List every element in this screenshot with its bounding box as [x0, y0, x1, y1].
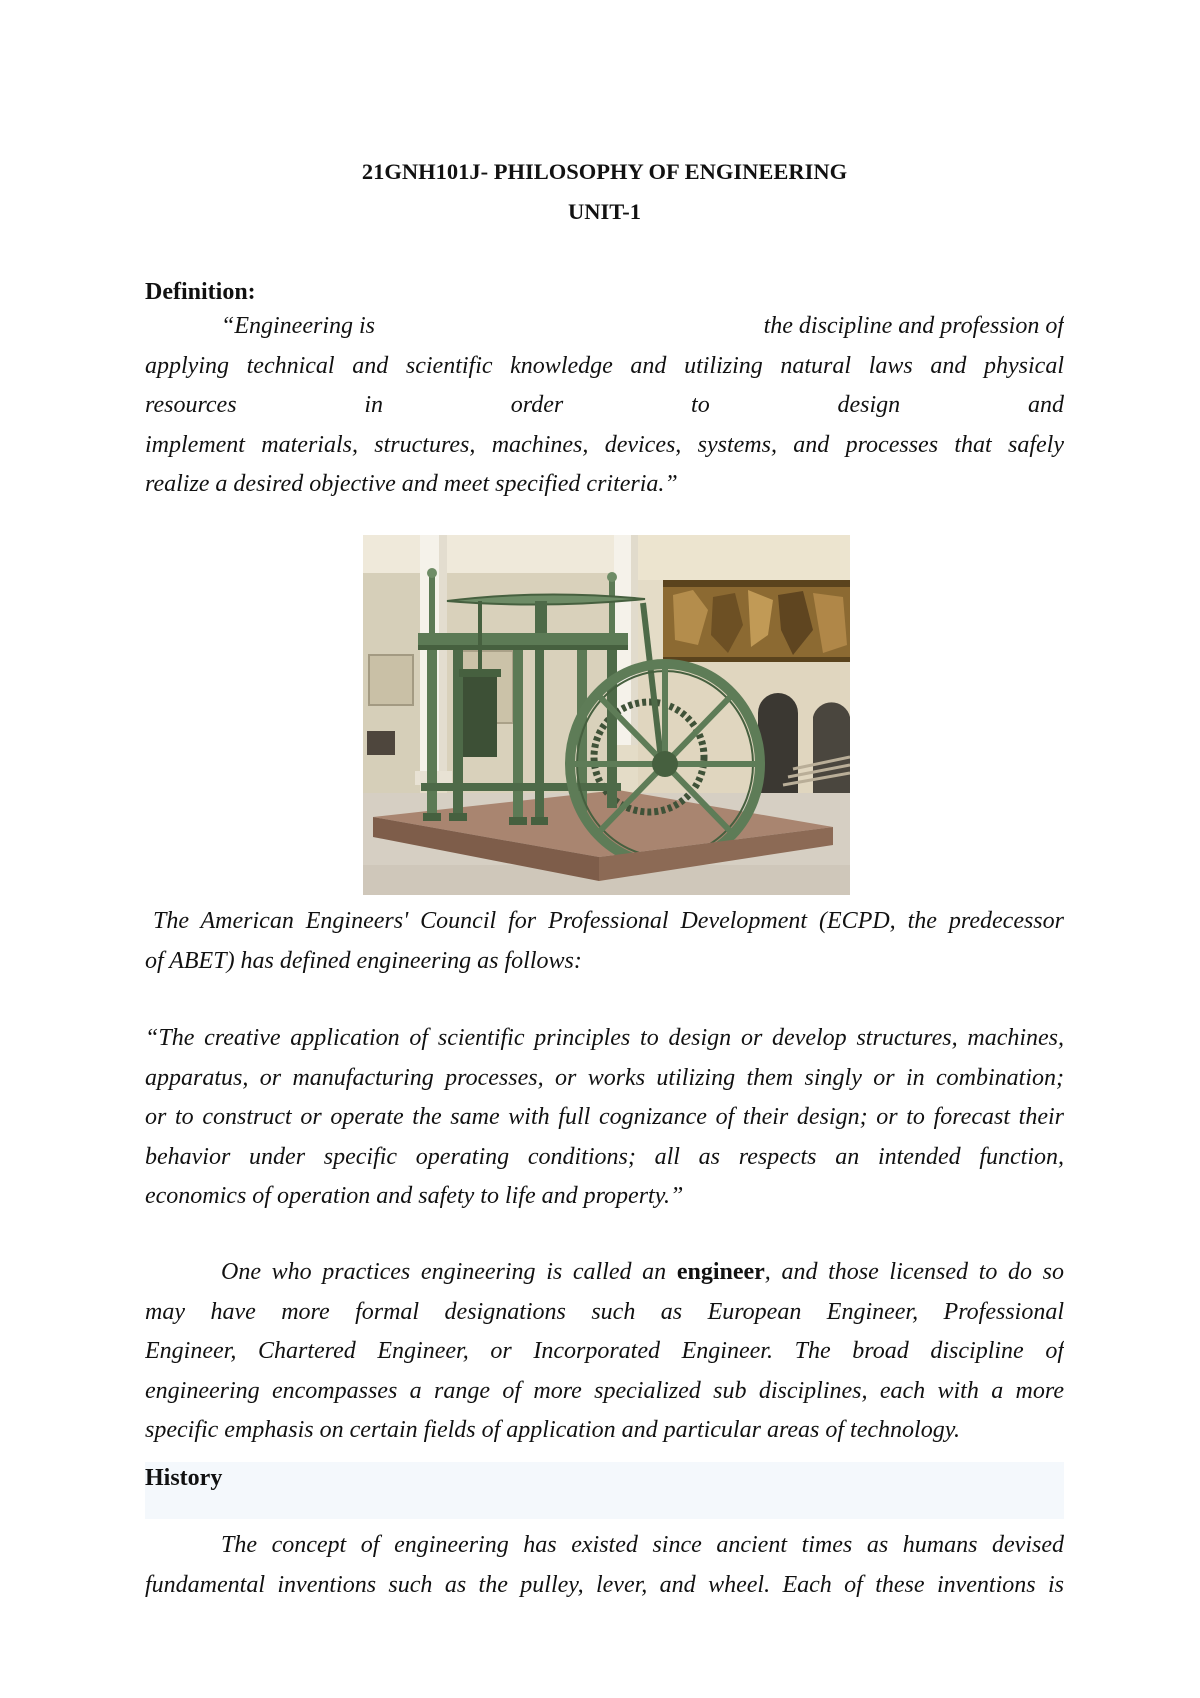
steam-engine-image [363, 535, 850, 895]
quote-line: apparatus, or manufacturing processes, or works utilizing them singly or in combination; [145, 1064, 1064, 1091]
engineer-line: engineering encompasses a range of more specialized sub disciplines, each with a more [145, 1377, 1064, 1404]
engineer-line: specific emphasis on certain fields of application and particular areas of technology. [145, 1417, 961, 1444]
history-line: The concept of engineering has existed since ancient times as humans devised [221, 1532, 1064, 1558]
definition-line: implement materials, structures, machines, devices, systems, and processes that safely [145, 431, 1064, 458]
history-band [145, 1462, 1064, 1519]
definition-line: applying technical and scientific knowledge and utilizing natural laws and physical [145, 352, 1064, 379]
definition-line: resources in order to design and [145, 392, 1064, 419]
engineer-line [145, 1253, 1064, 1293]
engineer-line: may have more formal designations such as European Engineer, Professional [145, 1298, 1064, 1325]
engineer-line-start: One who practices engineering is called an [221, 1259, 667, 1285]
ecpd-line: The American Engineers' Council for Professional Development (ECPD, the predecessor [153, 908, 1064, 934]
definition-heading: Definition: [145, 279, 256, 305]
engineer-paragraph [145, 1253, 1064, 1451]
quote-line: or to construct or operate the same with full cognizance of their design; or to forecast their [145, 1104, 1064, 1131]
quote-line: behavior under specific operating conditions; all as respects an intended function, [145, 1143, 1064, 1170]
ecpd-line: of ABET) has defined engineering as follows: [145, 947, 582, 974]
definition-line-end: the discipline and profession of [763, 313, 1064, 339]
definition-paragraph [145, 307, 1064, 505]
steam-engine-photo [363, 535, 850, 895]
history-line: fundamental inventions such as the pulley, lever, and wheel. Each of these inventions is [145, 1571, 1064, 1598]
engineer-line: Engineer, Chartered Engineer, or Incorporated Engineer. The broad discipline of [145, 1338, 1064, 1365]
definition-line: realize a desired objective and meet specified criteria.” [145, 471, 678, 498]
history-paragraph [145, 1526, 1064, 1605]
quote-line: “The creative application of scientific principles to design or develop structures, machines, [145, 1025, 1064, 1051]
golden-mural [663, 580, 850, 662]
course-title: 21GNH101J- PHILOSOPHY OF ENGINEERING [361, 159, 848, 184]
definition-line-start: “Engineering is [221, 313, 375, 339]
engineer-line-end: , and those licensed to do so [764, 1259, 1064, 1285]
right-wall [638, 662, 850, 797]
ecpd-quote [145, 1019, 1064, 1217]
engineer-term: engineer [676, 1259, 765, 1285]
quote-line: economics of operation and safety to life and property.” [145, 1183, 684, 1210]
unit-label: UNIT-1 [568, 199, 641, 224]
definition-line [145, 307, 1064, 347]
ecpd-paragraph [145, 902, 1064, 981]
history-heading: History [145, 1465, 223, 1491]
